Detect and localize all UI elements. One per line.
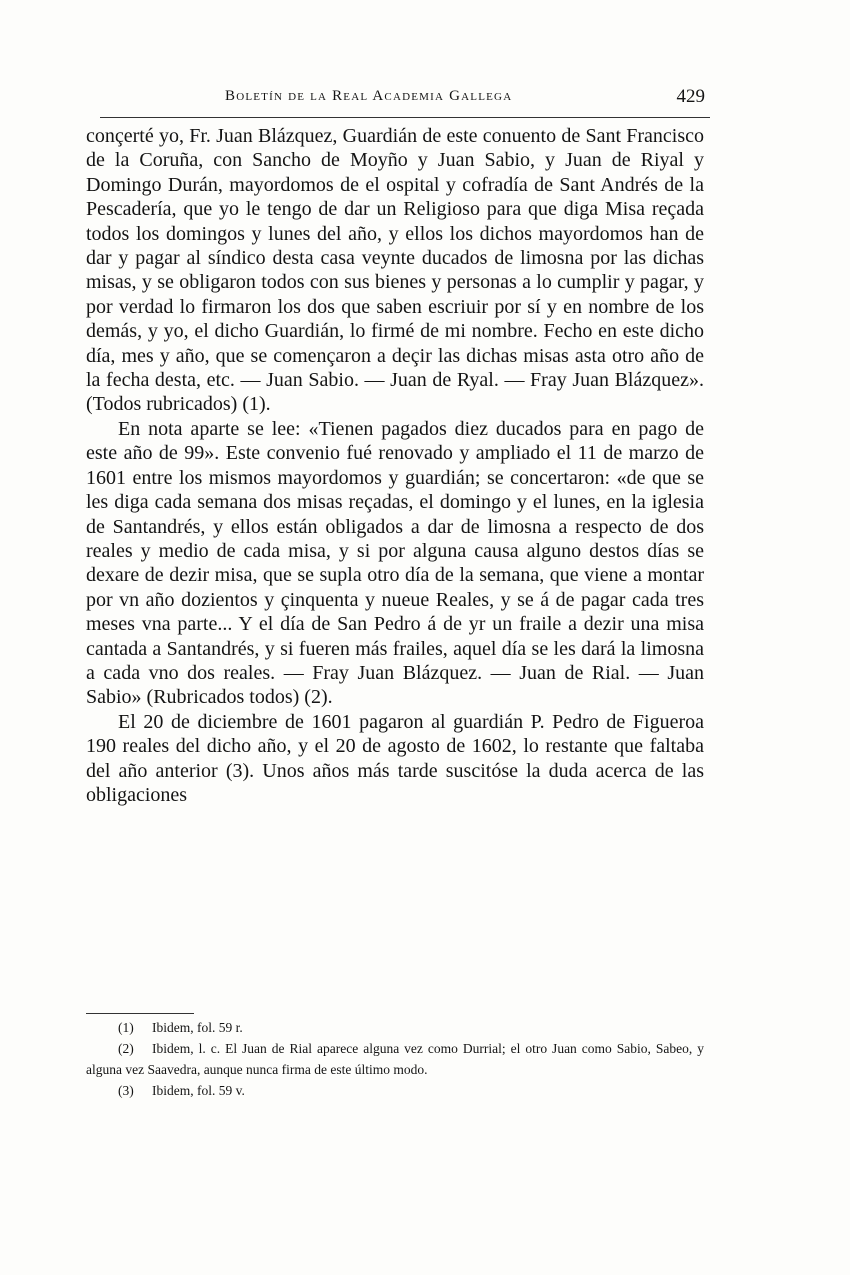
body-text <box>86 124 704 807</box>
footnote <box>86 1038 704 1080</box>
paragraph: El 20 de diciembre de 1601 pagaron al guardián P. Pedro de Figueroa 190 reales del dicho año, y el 20 de agosto de 1602, lo restante que faltaba del año anterior (3). Unos años más tarde suscitóse la duda acerca de las obligaciones <box>86 710 704 806</box>
running-header <box>225 86 705 114</box>
footnote-text: Ibidem, fol. 59 r. <box>152 1020 243 1035</box>
footnote-text: Ibidem, l. c. El Juan de Rial aparece alguna vez como Durrial; el otro Juan como Sabio, Sabeo, y alguna vez Saavedra, aunque nunca firma de este último modo. <box>86 1041 704 1077</box>
footnote-rule <box>86 1013 194 1014</box>
header-rule <box>100 117 710 118</box>
footnotes <box>86 1017 704 1101</box>
footnote-number: (2) <box>118 1041 134 1056</box>
paragraph: conçerté yo, Fr. Juan Blázquez, Guardián de este conuento de Sant Francisco de la Coruña, con Sancho de Moyño y Juan Sabio, y Juan de Riyal y Domingo Durán, mayordomos de el ospital y cofradía de Sant Andrés de la Pescadería, que yo le tengo de dar un Religioso para que diga Misa reçada todos los domingos y lunes del año, y ellos los dichos mayordomos han de dar y pagar al síndico desta casa veynte ducados de limosna por las dichas misas, y se obligaron todos con sus bienes y personas a lo cumplir y pagar, y por verdad lo firmaron los dos que saben escriuir por sí y en nombre de los demás, y yo, el dicho Guardián, lo firmé de mi nombre. Fecho en este dicho día, mes y año, que se començaron a deçir las dichas misas asta otro año de la fecha desta, etc. — Juan Sabio. — Juan de Ryal. — Fray Juan Blázquez». (Todos rubricados) (1). <box>86 125 704 416</box>
paragraph: En nota aparte se lee: «Tienen pagados diez ducados para en pago de este año de 99». Este convenio fué renovado y ampliado el 11 de marzo de 1601 entre los mismos mayordomos y guardián; se concertaron: «de que se les diga cada semana dos misas reçadas, el domingo y el lunes, en la iglesia de Santandrés, y ellos están obligados a dar de limosna a respecto de dos reales y medio de cada misa, y si por alguna causa alguno destos días se dexare de dezir misa, que se supla otro día de la semana, que viene a montar por vn año dozientos y çinquenta y nueue Reales, y se á de pagar cada tres meses vna parte... Y el día de San Pedro á de yr un fraile a dezir una misa cantada a Santandrés, y si fueren más frailes, aquel día se les dará la limosna a cada vno dos reales. — Fray Juan Blázquez. — Juan de Rial. — Juan Sabio» (Rubricados todos) (2). <box>86 417 704 709</box>
journal-title: Boletín de la Real Academia Gallega <box>225 88 513 104</box>
footnote <box>86 1080 704 1101</box>
footnote <box>86 1017 704 1038</box>
footnote-number: (3) <box>118 1083 134 1098</box>
footnote-number: (1) <box>118 1020 134 1035</box>
footnote-text: Ibidem, fol. 59 v. <box>152 1083 245 1098</box>
page-number: 429 <box>676 86 705 107</box>
